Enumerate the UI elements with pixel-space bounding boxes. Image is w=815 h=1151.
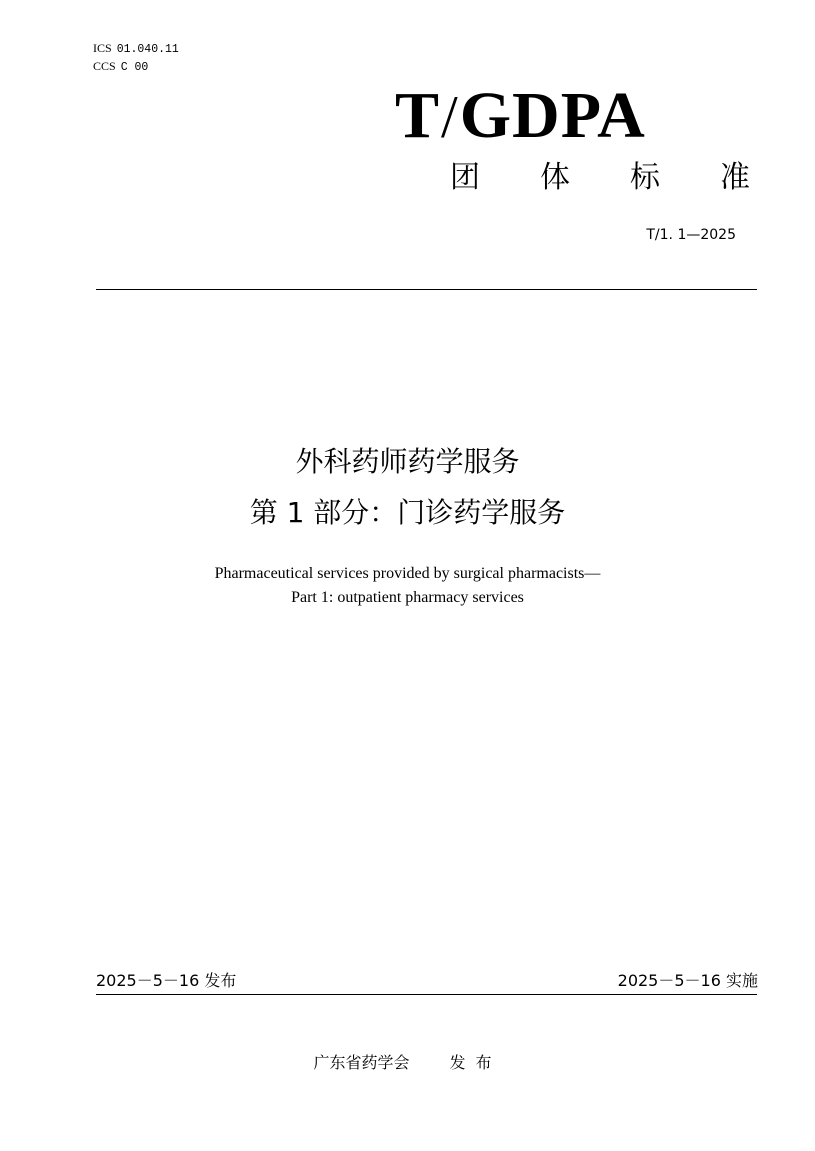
bottom-divider (96, 994, 757, 995)
logo-org: GDPA (459, 79, 646, 152)
title-zh-line1: 外科药师药学服务 (295, 445, 520, 478)
standard-char: 体 (540, 160, 570, 195)
title-en-line2: Part 1: outpatient pharmacy services (291, 589, 524, 606)
standard-char: 准 (720, 160, 750, 195)
implement-date: 2025－5－16 实施 (617, 971, 758, 990)
ccs-value: C 00 (120, 61, 149, 74)
ccs-code (93, 58, 179, 76)
logo-slash: / (441, 84, 459, 150)
title-en-line1: Pharmaceutical services provided by surgical pharmacists— (214, 565, 601, 582)
ics-label: ICS (93, 41, 112, 55)
classification-codes (93, 40, 179, 76)
ics-code (93, 40, 179, 58)
logo-t: T (395, 79, 441, 152)
title-zh-line2: 第 1 部分：门诊药学服务 (249, 496, 566, 529)
publisher (0, 1052, 815, 1074)
standard-number: T/1. 1—2025 (646, 227, 736, 243)
top-divider (96, 289, 757, 290)
ics-value: 01.040.11 (116, 43, 179, 56)
publisher-action: 发布 (449, 1053, 502, 1072)
standard-char: 标 (630, 160, 660, 195)
ccs-label: CCS (93, 59, 116, 73)
publish-date: 2025－5－16 发布 (96, 971, 237, 990)
standard-char: 团 (450, 160, 480, 195)
standard-type (450, 158, 750, 198)
standard-logo (395, 76, 646, 157)
publisher-org: 广东省药学会 (313, 1053, 410, 1072)
